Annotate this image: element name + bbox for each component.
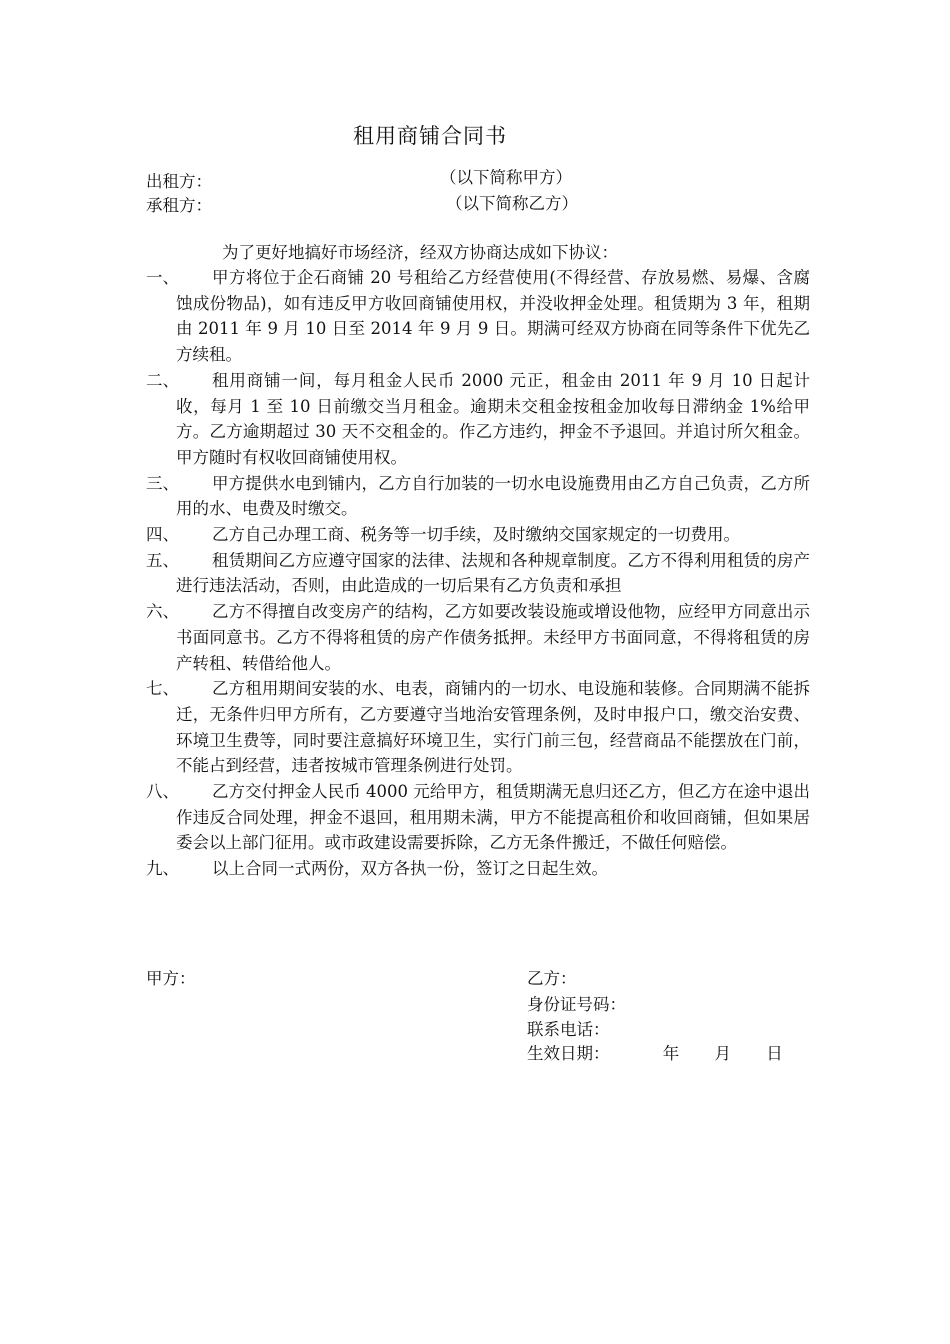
clause-number: 八、: [146, 782, 179, 802]
clause-item: [146, 368, 810, 471]
phone-field: 联系电话：: [527, 1020, 610, 1039]
clause-number: 三、: [146, 473, 179, 493]
clause-text: 乙方不得擅自改变房产的结构，乙方如要改装设施或增设他物，应经甲方同意出示书面同意书。乙方不得将租赁的房产作债务抵押。未经甲方书面同意，不得将租赁的房产转租、转借给他人。: [176, 602, 810, 673]
clause-text: 乙方交付押金人民币 4000 元给甲方，租赁期满无息归还乙方，但乙方在途中退出作违反合同处理，押金不退回，租用期未满，甲方不能提高租价和收回商铺，但如果居委会以上部门征用。或市政建设需要拆除，乙方无条件搬迁，不做任何赔偿。: [176, 782, 810, 853]
document-title: 租用商铺合同书: [353, 124, 507, 148]
lessee-note: （以下简称乙方）: [446, 194, 578, 213]
clause-text: 租赁期间乙方应遵守国家的法律、法规和各种规章制度。乙方不得利用租赁的房产进行违法活动，否则，由此造成的一切后果有乙方负责和承担: [176, 550, 810, 596]
clause-text: 乙方自己办理工商、税务等一切手续，及时缴纳交国家规定的一切费用。: [212, 525, 740, 545]
year-label: 年: [662, 1044, 680, 1063]
party-a-signature: 甲方：: [146, 969, 196, 988]
clause-number: 五、: [146, 550, 179, 570]
clause-text: 租用商铺一间，每月租金人民币 2000 元正，租金由 2011 年 9 月 10 日起计收，每月 1 至 10 日前缴交当月租金。逾期未交租金按租金加收每日滞纳金 1%给甲方。乙方逾期超过 30 天不交租金的。作乙方违约，押金不予退回。并追讨所欠租金。甲方随时有权收回商铺使用权。: [176, 370, 810, 467]
clause-text: 乙方租用期间安装的水、电表，商铺内的一切水、电设施和装修。合同期满不能拆迁，无条件归甲方所有，乙方要遵守当地治安管理条例，及时申报户口，缴交治安费、环境卫生费等，同时要注意搞好环境卫生，实行门前三包，经营商品不能摆放在门前，不能占到经营，违者按城市管理条例进行处罚。: [176, 679, 810, 776]
clause-number: 一、: [146, 268, 179, 287]
clause-item: [146, 548, 810, 599]
clause-item: [146, 856, 810, 882]
clause-number: 二、: [146, 370, 179, 390]
intro-paragraph: 为了更好地搞好市场经济，经双方协商达成如下协议：: [222, 243, 618, 262]
clause-text: 甲方将位于企石商铺 20 号租给乙方经营使用(不得经营、存放易燃、易爆、含腐蚀成份物品)，如有违反甲方收回商铺使用权，并没收押金处理。租赁期为 3 年，租期由 2011 年 9 月 10 日至 2014 年 9 月 9 日。期满可经双方协商在同等条件下优先乙方续租。: [176, 268, 810, 365]
clause-text: 甲方提供水电到铺内，乙方自行加装的一切水电设施费用由乙方自己负责，乙方所用的水、电费及时缴交。: [176, 473, 810, 519]
day-label: 日: [766, 1044, 783, 1063]
clause-item: [146, 265, 810, 368]
clause-number: 七、: [146, 679, 179, 699]
id-number-field: 身份证号码：: [527, 995, 626, 1014]
clause-text: 以上合同一式两份，双方各执一份，签订之日起生效。: [212, 859, 608, 879]
clause-number: 四、: [146, 525, 179, 545]
clause-item: [146, 599, 810, 676]
effective-date-field: [527, 1040, 783, 1064]
clause-list: [146, 265, 810, 882]
party-b-signature: 乙方：: [527, 969, 577, 988]
lessor-label: 出租方：: [146, 172, 212, 191]
clause-number: 六、: [146, 602, 179, 622]
lessor-note: （以下简称甲方）: [440, 168, 572, 187]
clause-item: [146, 522, 810, 548]
effective-date-label: 生效日期：: [527, 1044, 610, 1063]
month-label: 月: [714, 1044, 731, 1063]
clause-item: [146, 779, 810, 856]
clause-number: 九、: [146, 859, 179, 879]
lessee-label: 承租方：: [146, 196, 212, 215]
clause-item: [146, 676, 810, 779]
clause-item: [146, 471, 810, 522]
